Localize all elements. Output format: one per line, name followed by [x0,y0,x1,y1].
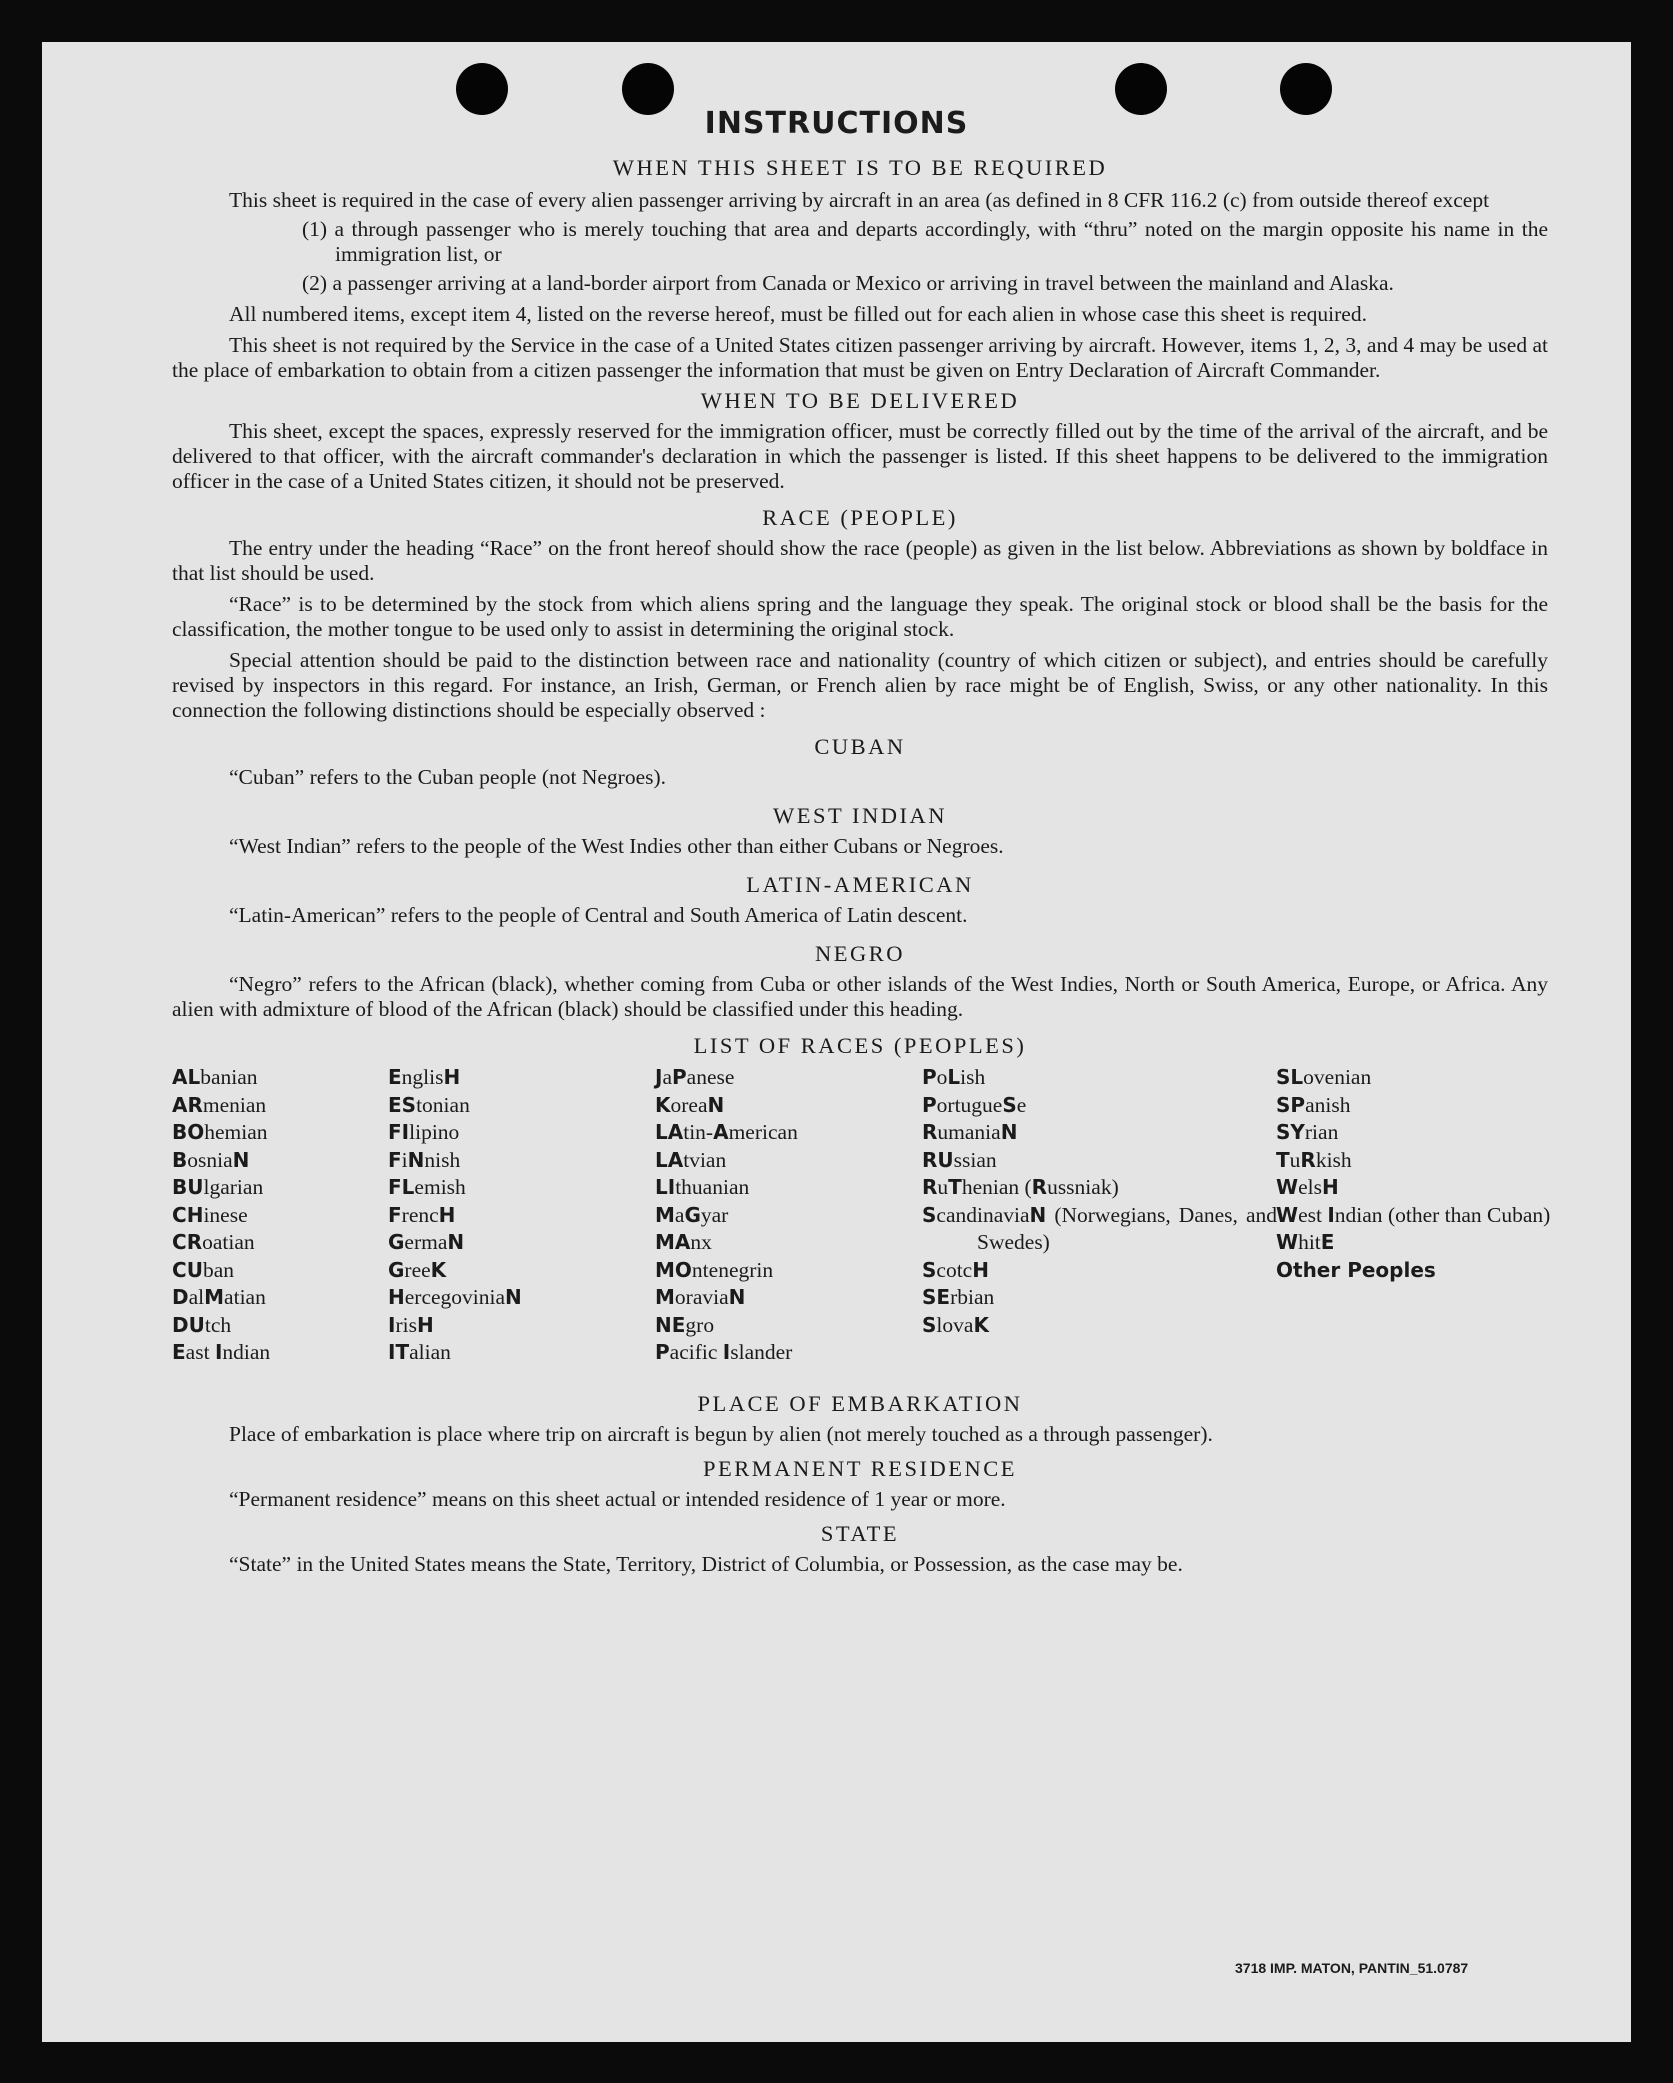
paragraph: “Permanent residence” means on this sheet actual or intended residence of 1 year or more. [229,1487,1006,1511]
race-entry: TuRkish [1276,1147,1352,1172]
exception-item-1: (1) a through passenger who is merely touching that area and departs accordingly, with “thru” noted on the margin opposite his name in the immigration list, or [302,217,1548,266]
race-entry: ScandinaviaN (Norwegians, Danes, and Swedes) [922,1202,1277,1254]
section-heading-races-list: LIST OF RACES (PEOPLES) [693,1033,1027,1058]
race-entry: SLovenian [1276,1065,1372,1089]
races-column [922,1064,1277,1339]
race-entry: DUtch [172,1312,232,1337]
section-heading-race: RACE (PEOPLE) [762,505,958,530]
paragraph: “Negro” refers to the African (black), whether coming from Cuba or other islands of the West Indies, North or South America, Europe, or Africa. Any alien with admixture of blood of the African (black) should be classified under this heading. [172,972,1548,1021]
race-entry: CHinese [172,1202,248,1227]
race-entry: GreeK [388,1257,447,1282]
paragraph: “West Indian” refers to the people of the West Indies other than either Cubans or Negroes. [229,834,1004,858]
races-column [655,1064,915,1367]
paragraph: The entry under the heading “Race” on the front hereof should show the race (people) as given in the list below. Abbreviations as shown by boldface in that list should be used. [172,536,1548,585]
race-entry: FLemish [388,1175,466,1199]
page-title: INSTRUCTIONS [704,106,969,141]
race-entry: PortugueSe [922,1092,1027,1117]
section-heading-negro: NEGRO [815,941,905,966]
race-entry: SPanish [1276,1092,1351,1117]
races-column [388,1064,638,1367]
race-entry: NEgro [655,1312,715,1337]
race-entry: MAnx [655,1230,712,1254]
section-heading-required: WHEN THIS SHEET IS TO BE REQUIRED [612,155,1108,180]
race-entry: FIlipino [388,1120,460,1144]
section-heading-cuban: CUBAN [814,734,906,759]
race-entry: KoreaN [655,1092,725,1117]
paragraph: This sheet is required in the case of every alien passenger arriving by aircraft in an area (as defined in 8 CFR 116.2 (c) from outside thereof except [229,188,1490,212]
race-entry: ARmenian [172,1092,267,1117]
race-entry: Other Peoples [1276,1257,1436,1282]
race-entry: West Indian (other than Cuban) [1276,1202,1551,1227]
race-entry: SYrian [1276,1120,1339,1144]
instructions-body [172,154,1551,1577]
race-entry: Pacific Islander [655,1340,793,1364]
races-list [172,1064,1551,1384]
race-entry: CRoatian [172,1230,255,1254]
race-entry: MaGyar [655,1202,729,1227]
paragraph: This sheet is not required by the Service in the case of a United States citizen passenger arriving by aircraft. However, items 1, 2, 3, and 4 may be used at the place of embarkation to obtain from a citizen passenger the information that must be given on Entry Declaration of Aircraft Commander. [172,333,1548,382]
races-column [172,1064,382,1367]
race-entry: BosniaN [172,1147,250,1172]
section-heading-delivered: WHEN TO BE DELIVERED [700,388,1020,413]
paragraph: “Race” is to be determined by the stock from which aliens spring and the language they speak. The original stock or blood shall be the basis for the classification, the mother tongue to be used only to assist in determining the original stock. [172,592,1548,641]
race-entry: GermaN [388,1230,465,1254]
race-entry: ALbanian [172,1065,258,1089]
race-entry: FrencH [388,1202,456,1227]
race-entry: DalMatian [172,1285,266,1309]
paragraph: “Latin-American” refers to the people of Central and South America of Latin descent. [229,903,968,927]
race-entry: RumaniaN [922,1120,1018,1144]
race-entry: SErbian [922,1285,995,1309]
race-entry: ScotcH [922,1257,989,1282]
races-column [1276,1064,1551,1284]
race-entry: EStonian [388,1092,470,1117]
section-heading-latin-american: LATIN-AMERICAN [746,872,974,897]
race-entry: WelsH [1276,1175,1339,1199]
race-entry: JaPanese [655,1065,735,1089]
paragraph: Special attention should be paid to the distinction between race and nationality (country of which citizen or subject), and entries should be carefully revised by inspectors in this regard. For instance, an Irish, German, or French alien by race might be of English, Swiss, or any other nationality. In this connection the following distinctions should be especially observed : [172,648,1548,722]
paragraph: This sheet, except the spaces, expressly reserved for the immigration officer, must be correctly filled out by the time of the arrival of the aircraft, and be delivered to that officer, with the aircraft commander's declaration in which the passenger is listed. If this sheet happens to be delivered to the immigration officer in the case of a United States citizen, it should not be preserved. [172,419,1548,493]
race-entry: PoLish [922,1065,986,1089]
race-entry: IrisH [388,1312,434,1337]
race-entry: LAtin-American [655,1120,798,1144]
race-entry: SlovaK [922,1312,989,1337]
section-heading-residence: PERMANENT RESIDENCE [703,1456,1017,1481]
race-entry: ITalian [388,1340,451,1364]
race-entry: BOhemian [172,1120,268,1144]
race-entry: RUssian [922,1147,997,1172]
section-heading-embarkation: PLACE OF EMBARKATION [697,1391,1023,1416]
race-entry: FiNnish [388,1147,461,1172]
race-entry: BUlgarian [172,1175,264,1199]
race-entry: MoraviaN [655,1285,746,1309]
race-entry: LIthuanian [655,1175,750,1199]
exception-item-2: (2) a passenger arriving at a land-border airport from Canada or Mexico or arriving in travel between the mainland and Alaska. [302,271,1394,295]
section-heading-state: STATE [820,1521,900,1546]
race-entry: CUban [172,1257,234,1282]
race-entry: WhitE [1276,1230,1335,1254]
paragraph: “State” in the United States means the State, Territory, District of Columbia, or Possession, as the case may be. [229,1552,1183,1576]
race-entry: RuThenian (Russniak) [922,1175,1119,1199]
race-entry: MOntenegrin [655,1257,774,1282]
paragraph: All numbered items, except item 4, listed on the reverse hereof, must be filled out for each alien in whose case this sheet is required. [229,302,1367,326]
document-sheet [42,42,1631,2042]
paragraph: “Cuban” refers to the Cuban people (not Negroes). [229,765,667,789]
race-entry: HercegoviniaN [388,1285,522,1309]
section-heading-west-indian: WEST INDIAN [773,803,947,828]
race-entry: LAtvian [655,1147,727,1172]
race-entry: EnglisH [388,1065,461,1089]
printer-mark: 3718 IMP. MATON, PANTIN_51.0787 [1235,1960,1469,1976]
race-entry: East Indian [172,1340,271,1364]
paragraph: Place of embarkation is place where trip on aircraft is begun by alien (not merely touched as a through passenger). [229,1422,1213,1446]
